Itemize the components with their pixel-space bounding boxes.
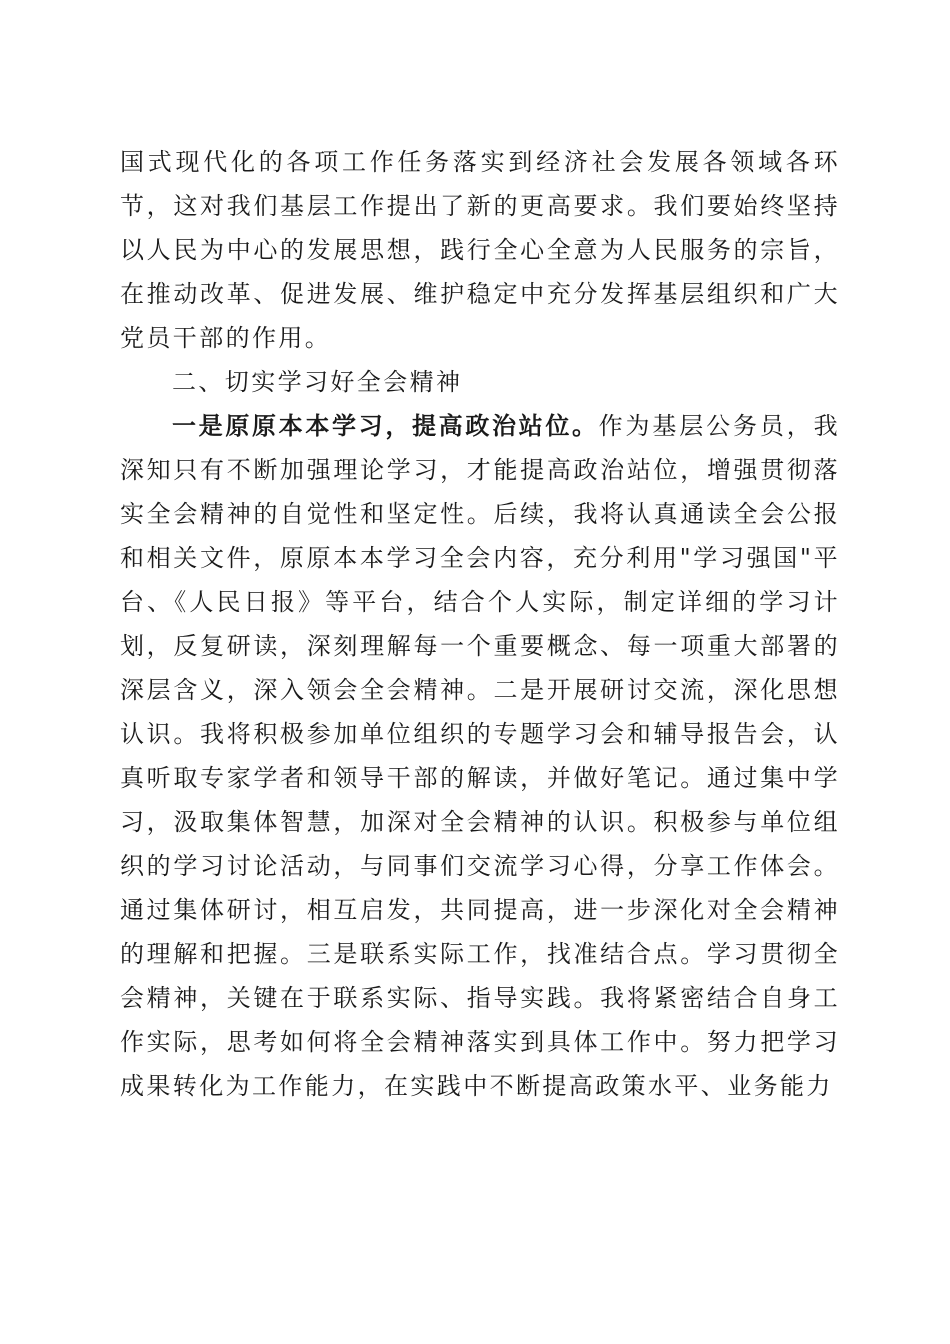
document-page (120, 140, 840, 1108)
paragraph-continuation: 国式现代化的各项工作任务落实到经济社会发展各领域各环节，这对我们基层工作提出了新的更高要求。我们要始终坚持以人民为中心的发展思想，践行全心全意为人民服务的宗旨，在推动改革、促进发展、维护稳定中充分发挥基层组织和广大党员干部的作用。 (120, 148, 840, 352)
paragraph-body: 作为基层公务员，我深知只有不断加强理论学习，才能提高政治站位，增强贯彻落实全会精神的自觉性和坚定性。后续，我将认真通读全会公报和相关文件，原原本本学习全会内容，充分利用"学习强国"平台、《人民日报》等平台，结合个人实际，制定详细的学习计划，反复研读，深刻理解每一个重要概念、每一项重大部署的深层含义，深入领会全会精神。二是开展研讨交流，深化思想认识。我将积极参加单位组织的专题学习会和辅导报告会，认真听取专家学者和领导干部的解读，并做好笔记。通过集中学习，汲取集体智慧，加深对全会精神的认识。积极参与单位组织的学习讨论活动，与同事们交流学习心得，分享工作体会。通过集体研讨，相互启发，共同提高，进一步深化对全会精神的理解和把握。三是联系实际工作，找准结合点。学习贯彻全会精神，关键在于联系实际、指导实践。我将紧密结合自身工作实际，思考如何将全会精神落实到具体工作中。努力把学习成果转化为工作能力，在实践中不断提高政策水平、业务能力 (120, 412, 841, 1100)
section-heading: 二、切实学习好全会精神 (172, 368, 463, 396)
paragraph-lead-sentence: 一是原原本本学习，提高政治站位。 (172, 412, 599, 440)
paragraph-study (120, 404, 840, 1108)
